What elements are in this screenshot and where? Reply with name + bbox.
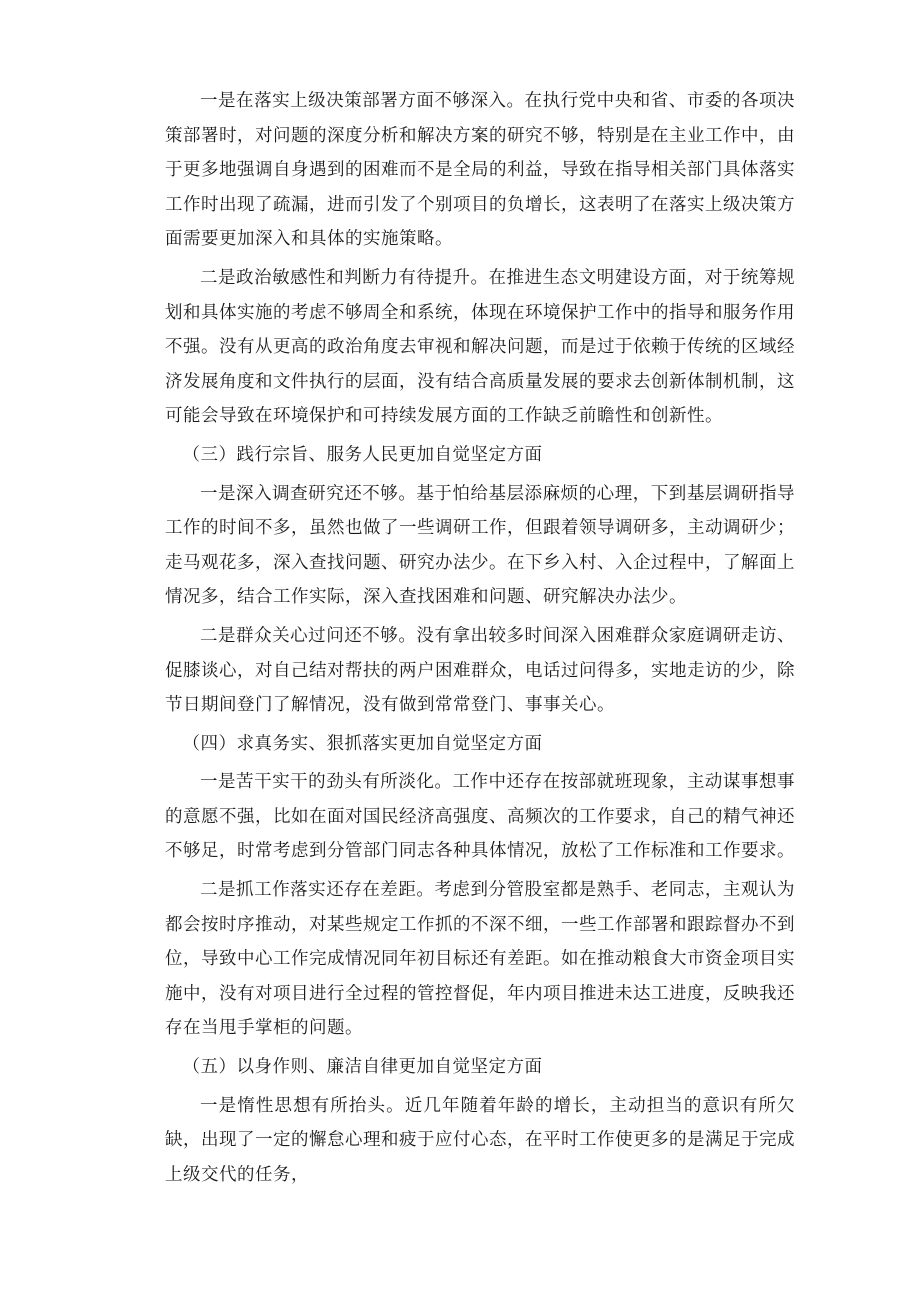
document-body — [165, 84, 795, 1196]
paragraph-research: 一是深入调查研究还不够。基于怕给基层添麻烦的心理，下到基层调研指导工作的时间不多，虽然也做了一些调研工作，但跟着领导调研多，主动调研少；走马观花多，深入查找问题、研究办法少。在下乡入村、入企过程中，了解面上情况多，结合工作实际，深入查找困难和问题、研究解决办法少。 — [165, 483, 795, 608]
paragraph-work-implementation: 二是抓工作落实还存在差距。考虑到分管股室都是熟手、老同志，主观认为都会按时序推动，对某些规定工作抓的不深不细，一些工作部署和跟踪督办不到位，导致中心工作完成情况同年初目标还有差距。如在推动粮食大市资金项目实施中，没有对项目进行全过程的管控督促，年内项目推进未达工进度，反映我还存在当甩手掌柜的问题。 — [165, 880, 795, 1039]
paragraph-decision-implementation: 一是在落实上级决策部署方面不够深入。在执行党中央和省、市委的各项决策部署时，对问题的深度分析和解决方案的研究不够，特别是在主业工作中，由于更多地强调自身遇到的困难而不是全局的利益，导致在指导相关部门具体落实工作时出现了疏漏，进而引发了个别项目的负增长，这表明了在落实上级决策方面需要更加深入和具体的实施策略。 — [165, 91, 795, 250]
section-heading-3: （三）践行宗旨、服务人民更加自觉坚定方面 — [182, 444, 543, 465]
section-heading-5: （五）以身作则、廉洁自律更加自觉坚定方面 — [182, 1057, 543, 1078]
paragraph-political-sensitivity: 二是政治敏感性和判断力有待提升。在推进生态文明建设方面，对于统筹规划和具体实施的考虑不够周全和系统，体现在环境保护工作中的指导和服务作用不强。没有从更高的政治角度去审视和解决问题，而是过于依赖于传统的区域经济发展角度和文件执行的层面，没有结合高质量发展的要求去创新体制机制，这可能会导致在环境保护和可持续发展方面的工作缺乏前瞻性和创新性。 — [165, 267, 795, 427]
paragraph-hard-work: 一是苦干实干的劲头有所淡化。工作中还存在按部就班现象，主动谋事想事的意愿不强，比如在面对国民经济高强度、高频次的工作要求，自己的精气神还不够足，时常考虑到分管部门同志各种具体情况，放松了工作标准和工作要求。 — [165, 772, 795, 862]
section-heading-4: （四）求真务实、狠抓落实更加自觉坚定方面 — [182, 733, 543, 754]
paragraph-caring-masses: 二是群众关心过问还不够。没有拿出较多时间深入困难群众家庭调研走访、促膝谈心，对自己结对帮扶的两户困难群众，电话过问得多，实地走访的少，除节日期间登门了解情况，没有做到常常登门、事事关心。 — [165, 625, 795, 716]
paragraph-inertia: 一是惰性思想有所抬头。近几年随着年龄的增长，主动担当的意识有所欠缺，出现了一定的懈怠心理和疲于应付心态，在平时工作使更多的是满足于完成上级交代的任务， — [165, 1095, 795, 1185]
